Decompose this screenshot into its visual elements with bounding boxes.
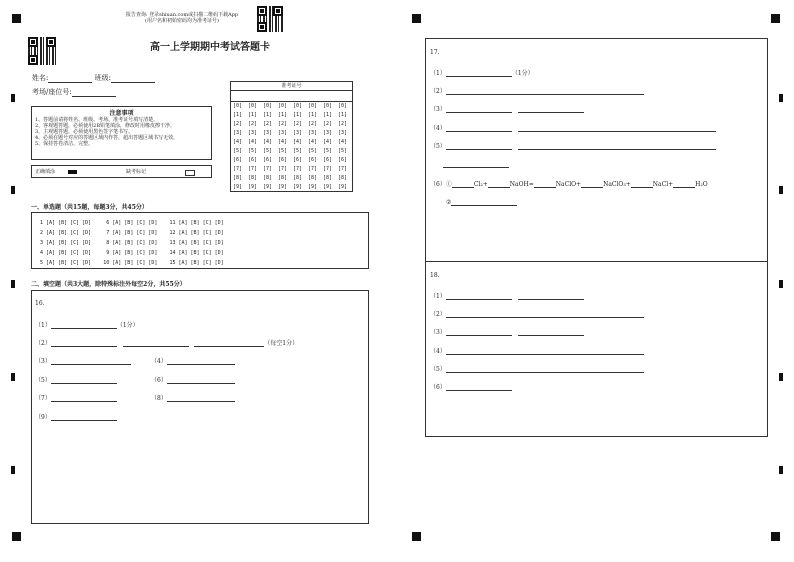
q16-part1[interactable]: （1） （1分） (35, 322, 139, 329)
q16-part3[interactable]: （3） (35, 356, 131, 365)
exam-id-column[interactable]: [0] [1] [2] [3] [4] [5] [6] [7] [8] [9] (338, 103, 348, 190)
exam-id-column[interactable]: [0] [1] [2] [3] [4] [5] [6] [7] [8] [9] (263, 103, 273, 190)
q16-answer-box[interactable] (31, 290, 369, 524)
exam-id-column[interactable]: [0] [1] [2] [3] [4] [5] [6] [7] [8] [9] (233, 103, 243, 190)
exam-id-column[interactable]: [0] [1] [2] [3] [4] [5] [6] [7] [8] [9] (308, 103, 318, 190)
q18-part6[interactable]: （6） (430, 382, 512, 391)
notice-title: 注意事项 (109, 110, 134, 117)
q17-part6b[interactable]: ② (446, 197, 517, 206)
timing-mark (11, 466, 15, 474)
page-title: 高一上学期期中考试答题卡 (150, 42, 270, 53)
q18-part3[interactable]: （3） (430, 327, 584, 336)
alignment-mark (412, 532, 421, 541)
exam-id-column[interactable]: [0] [1] [2] [3] [4] [5] [6] [7] [8] [9] (323, 103, 333, 190)
exam-id-column[interactable]: [0] [1] [2] [3] [4] [5] [6] [7] [8] [9] (278, 103, 288, 190)
alignment-mark (12, 532, 21, 541)
q16-part8[interactable]: （8） (151, 393, 235, 402)
mcq-row[interactable]: 3 [A] [B] [C] [D] 8 [A] [B] [C] [D] 13 [A] [B] [C] [D] (37, 240, 224, 246)
timing-mark (779, 466, 783, 474)
mcq-row[interactable]: 1 [A] [B] [C] [D] 6 [A] [B] [C] [D] 11 [A] [B] [C] [D] (37, 220, 224, 226)
filled-bubble-icon (68, 170, 77, 174)
q16-part5[interactable]: （5） (35, 375, 117, 384)
timing-mark (11, 94, 15, 102)
timing-mark (11, 186, 15, 194)
q18-number: 18. (430, 272, 440, 279)
absent-mark-box[interactable] (185, 170, 195, 176)
mcq-row[interactable]: 4 [A] [B] [C] [D] 9 [A] [B] [C] [D] 14 [A] [B] [C] [D] (37, 250, 224, 256)
q18-part1[interactable]: （1） (430, 291, 584, 300)
q18-answer-box[interactable] (425, 261, 768, 437)
name-field[interactable]: 姓名: 班级: (32, 73, 155, 83)
q17-part5[interactable]: （5） (430, 141, 716, 150)
q17-part3[interactable]: （3） (430, 104, 584, 113)
q16-number: 16. (35, 300, 45, 307)
q16-part2[interactable]: （2） （每空1分） (35, 340, 299, 347)
exam-id-column[interactable]: [0] [1] [2] [3] [4] [5] [6] [7] [8] [9] (293, 103, 303, 190)
room-seat-field[interactable]: 考场/座位号: (32, 87, 116, 97)
notice-item: 5、保持答卷清洁、完整。 (35, 141, 94, 147)
timing-mark (779, 186, 783, 194)
qr-code-icon (257, 6, 283, 32)
timing-mark (11, 373, 15, 381)
alignment-mark (771, 532, 780, 541)
mcq-answer-box[interactable] (31, 212, 369, 269)
timing-mark (779, 280, 783, 288)
timing-mark (11, 280, 15, 288)
q17-number: 17. (430, 49, 440, 56)
q17-part2[interactable]: （2） (430, 86, 644, 95)
qr-code-icon (28, 37, 56, 65)
notice-item: 1、答题前请将姓名、班级、考场、准考证号填写清楚。 (35, 117, 159, 123)
q17-part5-extra-line[interactable] (443, 159, 509, 168)
q17-answer-box[interactable] (425, 38, 768, 262)
q17-part6-equation[interactable]: （6）① Cl₂+ NaOH= NaClO+ NaClO₃+ NaCl+ H₂O (430, 181, 708, 188)
report-query-note: 报告查询: 登录shiuan.com或扫描二维码下载App (用户名和初始密码均为准考证号) (125, 12, 239, 24)
notice-box (31, 106, 212, 160)
notice-item: 3、主观题答题，必须使用黑色签字笔书写。 (35, 129, 134, 135)
q17-part4[interactable]: （4） (430, 123, 716, 132)
alignment-mark (12, 14, 21, 23)
timing-mark (779, 94, 783, 102)
section2-title: 二、填空题（共3大题，除特殊标注外每空2分，共55分） (31, 281, 186, 288)
q18-part2[interactable]: （2） (430, 309, 644, 318)
q16-part6[interactable]: （6） (151, 375, 235, 384)
exam-id-grid (230, 81, 353, 192)
mcq-row[interactable]: 2 [A] [B] [C] [D] 7 [A] [B] [C] [D] 12 [A] [B] [C] [D] (37, 230, 224, 236)
q16-part7[interactable]: （7） (35, 393, 117, 402)
q16-part9[interactable]: （9） (35, 412, 117, 421)
notice-item: 4、必须在题号对应的答题区域内作答，超出答题区域书写无效。 (35, 135, 179, 141)
alignment-mark (771, 14, 780, 23)
exam-id-column[interactable]: [0] [1] [2] [3] [4] [5] [6] [7] [8] [9] (248, 103, 258, 190)
q18-part5[interactable]: （5） (430, 364, 644, 373)
fill-example-box: 正确填涂 缺考标记 (31, 165, 212, 178)
notice-item: 2、客观题答题，必须使用2B铅笔填涂，修改时用橡皮擦干净。 (35, 123, 176, 129)
timing-mark (779, 373, 783, 381)
q17-part1[interactable]: （1） （1分） (430, 70, 534, 77)
exam-id-title: 准考证号 (231, 82, 352, 91)
q18-part4[interactable]: （4） (430, 346, 644, 355)
mcq-row[interactable]: 5 [A] [B] [C] [D] 10 [A] [B] [C] [D] 15 [A] [B] [C] [D] (37, 260, 224, 266)
q16-part4[interactable]: （4） (151, 356, 235, 365)
alignment-mark (412, 14, 421, 23)
section1-title: 一、单选题（共15题，每题3分，共45分） (31, 204, 148, 211)
